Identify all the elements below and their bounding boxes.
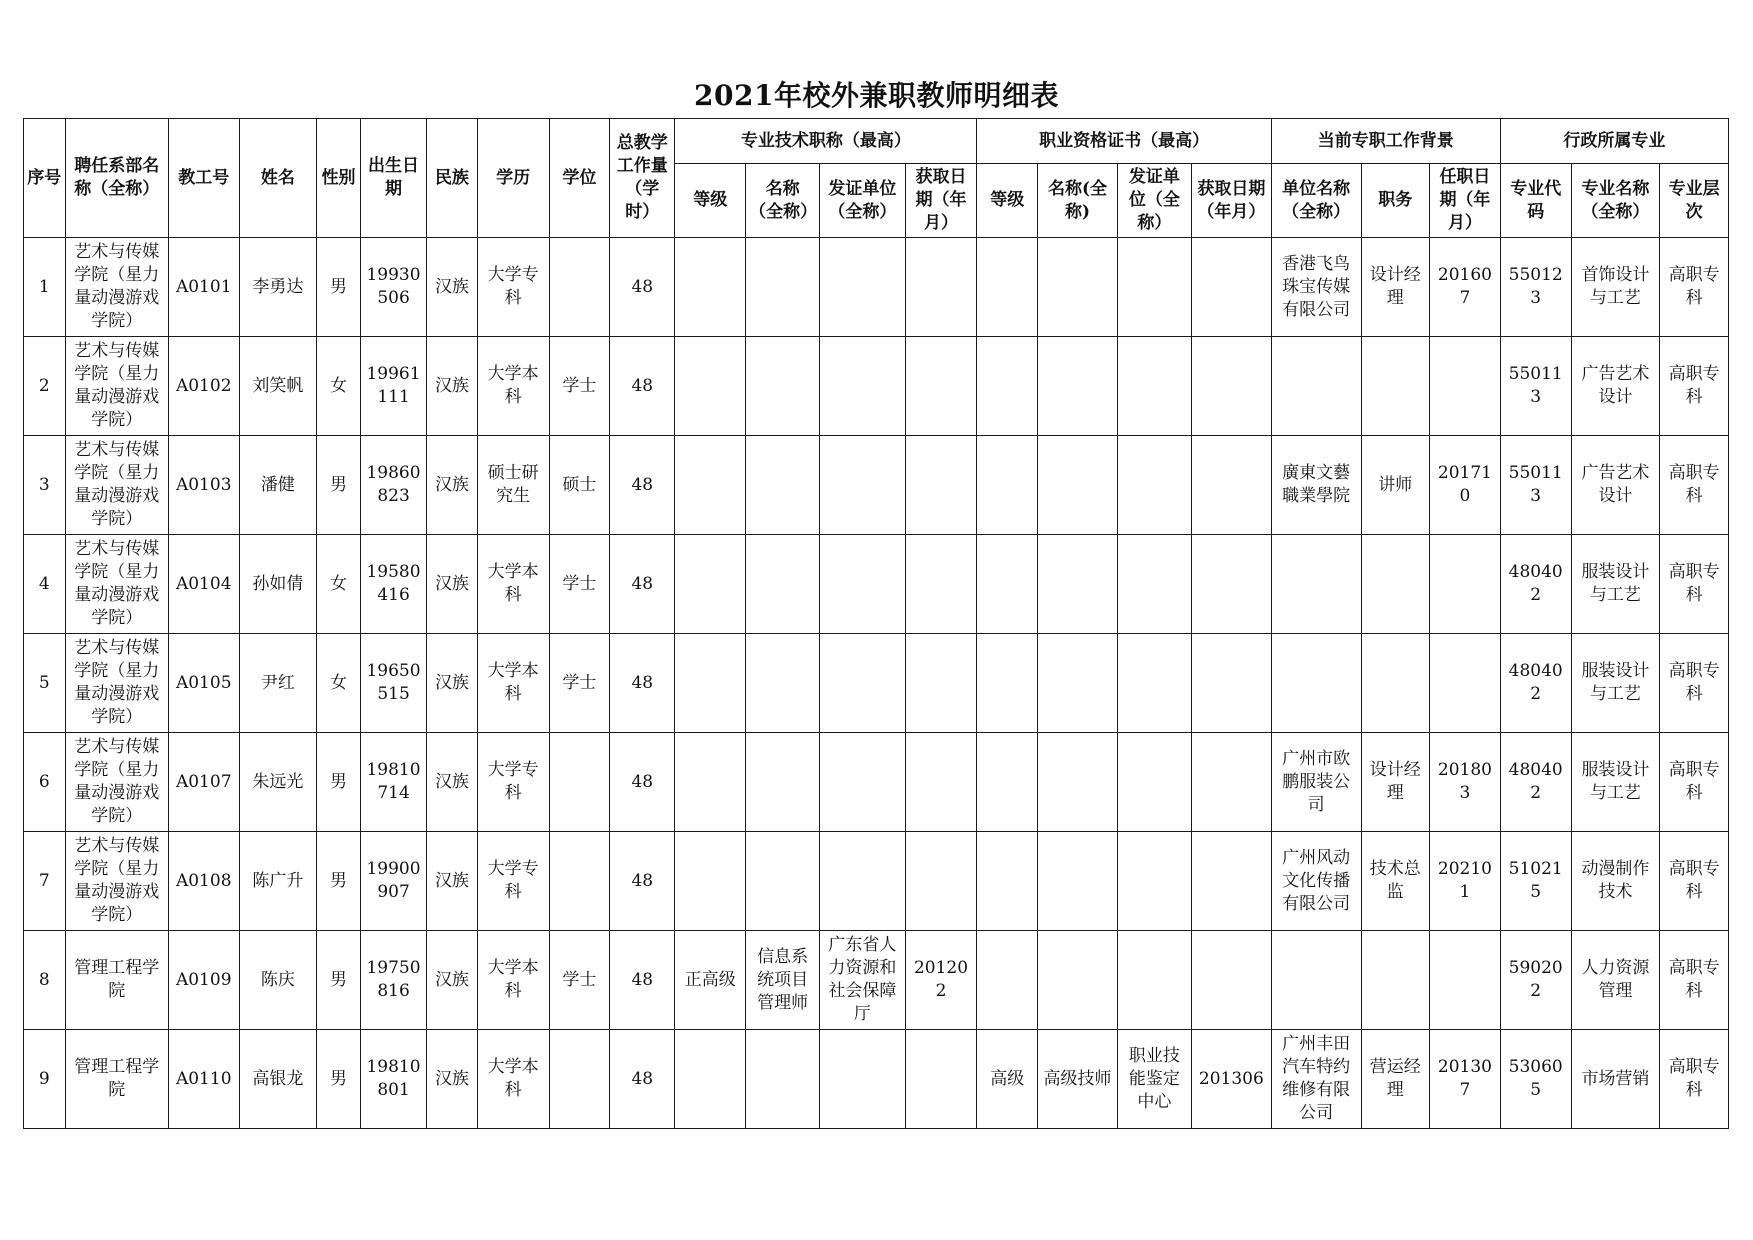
- cell-cert-name: [1038, 931, 1118, 1030]
- cell-major-name: 服装设计与工艺: [1571, 535, 1660, 634]
- cell-job-date: [1430, 634, 1501, 733]
- table-row: [24, 337, 1729, 436]
- cell-cert-name: [1038, 436, 1118, 535]
- cell-title-name: [746, 832, 820, 931]
- cell-dept: 艺术与传媒学院（星力量动漫游戏学院）: [65, 733, 168, 832]
- cell-birth: 19860823: [360, 436, 426, 535]
- cell-major-code: 550113: [1500, 337, 1571, 436]
- cell-gender: 男: [317, 436, 361, 535]
- cell-name: 陈庆: [239, 931, 316, 1030]
- header-job-unit: 单位名称（全称）: [1271, 164, 1361, 238]
- table-row: [24, 238, 1729, 337]
- cell-major-name: 首饰设计与工艺: [1571, 238, 1660, 337]
- cell-cert-level: [977, 634, 1038, 733]
- header-job-position: 职务: [1361, 164, 1430, 238]
- cell-cert-name: [1038, 535, 1118, 634]
- cell-cert-level: [977, 436, 1038, 535]
- cell-seq: 8: [24, 931, 66, 1030]
- cell-cert-level: [977, 337, 1038, 436]
- cell-cert-level: [977, 238, 1038, 337]
- cell-job-unit: 香港飞鸟珠宝传媒有限公司: [1271, 238, 1361, 337]
- cell-education: 大学本科: [477, 1030, 549, 1129]
- cell-name: 陈广升: [239, 832, 316, 931]
- cell-cert-name: [1038, 832, 1118, 931]
- cell-major-level: 高职专科: [1660, 832, 1729, 931]
- cell-gender: 男: [317, 733, 361, 832]
- cell-dept: 管理工程学院: [65, 931, 168, 1030]
- cell-major-code: 480402: [1500, 535, 1571, 634]
- cell-cert-level: 高级: [977, 1030, 1038, 1129]
- cell-cert-level: [977, 535, 1038, 634]
- cell-cert-issuer: [1117, 931, 1191, 1030]
- cell-ethnicity: 汉族: [427, 337, 478, 436]
- cell-job-unit: 广州风动文化传播有限公司: [1271, 832, 1361, 931]
- header-birth: 出生日期: [360, 119, 426, 238]
- cell-job-position: 营运经理: [1361, 1030, 1430, 1129]
- cell-workload: 48: [610, 733, 675, 832]
- cell-emp-id: A0110: [168, 1030, 239, 1129]
- cell-cert-level: [977, 733, 1038, 832]
- cell-job-position: 讲师: [1361, 436, 1430, 535]
- cell-gender: 女: [317, 337, 361, 436]
- cell-gender: 男: [317, 931, 361, 1030]
- cell-cert-name: [1038, 634, 1118, 733]
- cell-major-name: 服装设计与工艺: [1571, 733, 1660, 832]
- cell-name: 尹红: [239, 634, 316, 733]
- table-row: [24, 832, 1729, 931]
- cell-job-unit: [1271, 634, 1361, 733]
- cell-job-date: 201307: [1430, 1030, 1501, 1129]
- cell-degree: [549, 238, 610, 337]
- cell-dept: 艺术与传媒学院（星力量动漫游戏学院）: [65, 634, 168, 733]
- cell-title-level: [675, 535, 746, 634]
- header-cert-date: 获取日期（年月）: [1191, 164, 1271, 238]
- cell-gender: 男: [317, 832, 361, 931]
- cell-workload: 48: [610, 931, 675, 1030]
- cell-workload: 48: [610, 634, 675, 733]
- cell-name: 孙如倩: [239, 535, 316, 634]
- cell-birth: 19810714: [360, 733, 426, 832]
- cell-ethnicity: 汉族: [427, 931, 478, 1030]
- cell-ethnicity: 汉族: [427, 436, 478, 535]
- cell-emp-id: A0107: [168, 733, 239, 832]
- header-education: 学历: [477, 119, 549, 238]
- cell-title-level: [675, 733, 746, 832]
- cell-dept: 艺术与传媒学院（星力量动漫游戏学院）: [65, 535, 168, 634]
- cell-job-position: 设计经理: [1361, 238, 1430, 337]
- cell-title-date: [905, 337, 977, 436]
- table-row: [24, 1030, 1729, 1129]
- cell-degree: 学士: [549, 337, 610, 436]
- cell-birth: 19580416: [360, 535, 426, 634]
- header-major-name: 专业名称（全称）: [1571, 164, 1660, 238]
- cell-title-name: 信息系统项目管理师: [746, 931, 820, 1030]
- cell-education: 大学本科: [477, 535, 549, 634]
- cell-major-name: 服装设计与工艺: [1571, 634, 1660, 733]
- cell-title-issuer: [820, 1030, 905, 1129]
- header-title-name: 名称（全称）: [746, 164, 820, 238]
- cell-title-date: [905, 436, 977, 535]
- cell-cert-date: [1191, 832, 1271, 931]
- cell-cert-date: [1191, 634, 1271, 733]
- cell-cert-name: [1038, 337, 1118, 436]
- cell-degree: 学士: [549, 535, 610, 634]
- cell-emp-id: A0109: [168, 931, 239, 1030]
- cell-gender: 女: [317, 634, 361, 733]
- cell-title-level: [675, 1030, 746, 1129]
- cell-job-unit: 广州丰田汽车特约维修有限公司: [1271, 1030, 1361, 1129]
- cell-job-date: 201803: [1430, 733, 1501, 832]
- header-degree: 学位: [549, 119, 610, 238]
- cell-emp-id: A0102: [168, 337, 239, 436]
- cell-major-level: 高职专科: [1660, 634, 1729, 733]
- cell-ethnicity: 汉族: [427, 634, 478, 733]
- cell-cert-date: [1191, 238, 1271, 337]
- cell-major-level: 高职专科: [1660, 535, 1729, 634]
- cell-title-name: [746, 733, 820, 832]
- cell-major-name: 动漫制作技术: [1571, 832, 1660, 931]
- cell-job-date: [1430, 931, 1501, 1030]
- cell-major-code: 530605: [1500, 1030, 1571, 1129]
- cell-title-date: [905, 634, 977, 733]
- cell-ethnicity: 汉族: [427, 238, 478, 337]
- cell-title-issuer: [820, 337, 905, 436]
- cell-degree: [549, 1030, 610, 1129]
- cell-workload: 48: [610, 436, 675, 535]
- cell-cert-date: [1191, 535, 1271, 634]
- cell-name: 朱远光: [239, 733, 316, 832]
- cell-degree: [549, 832, 610, 931]
- cell-degree: 学士: [549, 931, 610, 1030]
- cell-birth: 19961111: [360, 337, 426, 436]
- cell-cert-name: 高级技师: [1038, 1030, 1118, 1129]
- cell-job-unit: [1271, 337, 1361, 436]
- cell-job-position: 设计经理: [1361, 733, 1430, 832]
- cell-education: 大学本科: [477, 931, 549, 1030]
- cell-name: 刘笑帆: [239, 337, 316, 436]
- cell-major-level: 高职专科: [1660, 337, 1729, 436]
- cell-major-name: 市场营销: [1571, 1030, 1660, 1129]
- table-body: [24, 238, 1729, 1129]
- document-title: 2021年校外兼职教师明细表: [694, 79, 1059, 112]
- cell-title-level: [675, 832, 746, 931]
- cell-birth: 19650515: [360, 634, 426, 733]
- cell-title-date: [905, 832, 977, 931]
- cell-job-unit: 廣東文藝職業學院: [1271, 436, 1361, 535]
- cell-job-unit: 广州市欧鹏服装公司: [1271, 733, 1361, 832]
- cell-major-code: 550113: [1500, 436, 1571, 535]
- header-group-cert: 职业资格证书（最高）: [977, 119, 1271, 164]
- cell-title-level: [675, 634, 746, 733]
- header-title-level: 等级: [675, 164, 746, 238]
- header-workload: 总教学工作量（学时）: [610, 119, 675, 238]
- cell-seq: 2: [24, 337, 66, 436]
- cell-title-level: [675, 337, 746, 436]
- cell-job-date: 201710: [1430, 436, 1501, 535]
- cell-job-position: [1361, 931, 1430, 1030]
- header-group-job: 当前专职工作背景: [1271, 119, 1500, 164]
- header-cert-name: 名称(全称): [1038, 164, 1118, 238]
- cell-seq: 4: [24, 535, 66, 634]
- cell-job-unit: [1271, 931, 1361, 1030]
- cell-job-date: 202101: [1430, 832, 1501, 931]
- cell-workload: 48: [610, 238, 675, 337]
- cell-title-date: [905, 1030, 977, 1129]
- header-group-major: 行政所属专业: [1500, 119, 1728, 164]
- cell-cert-issuer: [1117, 238, 1191, 337]
- cell-title-name: [746, 238, 820, 337]
- cell-major-code: 550123: [1500, 238, 1571, 337]
- header-job-date: 任职日期（年月）: [1430, 164, 1501, 238]
- cell-education: 硕士研究生: [477, 436, 549, 535]
- cell-title-issuer: [820, 238, 905, 337]
- header-title-date: 获取日期（年月）: [905, 164, 977, 238]
- header-dept: 聘任系部名称（全称）: [65, 119, 168, 238]
- cell-seq: 9: [24, 1030, 66, 1129]
- header-name: 姓名: [239, 119, 316, 238]
- cell-degree: 学士: [549, 634, 610, 733]
- cell-major-name: 人力资源管理: [1571, 931, 1660, 1030]
- cell-seq: 6: [24, 733, 66, 832]
- cell-title-date: [905, 238, 977, 337]
- cell-title-issuer: [820, 832, 905, 931]
- cell-job-position: [1361, 337, 1430, 436]
- cell-title-name: [746, 436, 820, 535]
- cell-gender: 男: [317, 238, 361, 337]
- cell-cert-date: 201306: [1191, 1030, 1271, 1129]
- cell-birth: 19750816: [360, 931, 426, 1030]
- cell-seq: 3: [24, 436, 66, 535]
- cell-title-name: [746, 337, 820, 436]
- cell-title-name: [746, 634, 820, 733]
- cell-education: 大学专科: [477, 832, 549, 931]
- cell-cert-date: [1191, 931, 1271, 1030]
- cell-title-date: 201202: [905, 931, 977, 1030]
- cell-job-date: [1430, 535, 1501, 634]
- cell-emp-id: A0101: [168, 238, 239, 337]
- cell-birth: 19930506: [360, 238, 426, 337]
- cell-dept: 艺术与传媒学院（星力量动漫游戏学院）: [65, 238, 168, 337]
- cell-seq: 5: [24, 634, 66, 733]
- table-row: [24, 634, 1729, 733]
- cell-cert-issuer: 职业技能鉴定中心: [1117, 1030, 1191, 1129]
- cell-emp-id: A0103: [168, 436, 239, 535]
- cell-gender: 男: [317, 1030, 361, 1129]
- header-major-level: 专业层次: [1660, 164, 1729, 238]
- header-ethnicity: 民族: [427, 119, 478, 238]
- cell-title-issuer: [820, 733, 905, 832]
- cell-cert-level: [977, 832, 1038, 931]
- cell-name: 高银龙: [239, 1030, 316, 1129]
- cell-name: 李勇达: [239, 238, 316, 337]
- header-title-issuer: 发证单位（全称）: [820, 164, 905, 238]
- cell-cert-level: [977, 931, 1038, 1030]
- cell-seq: 7: [24, 832, 66, 931]
- cell-emp-id: A0105: [168, 634, 239, 733]
- table-header: [24, 119, 1729, 238]
- cell-title-level: 正高级: [675, 931, 746, 1030]
- table-row: [24, 931, 1729, 1030]
- cell-degree: 硕士: [549, 436, 610, 535]
- cell-major-level: 高职专科: [1660, 436, 1729, 535]
- cell-workload: 48: [610, 535, 675, 634]
- cell-title-level: [675, 436, 746, 535]
- cell-job-date: 201607: [1430, 238, 1501, 337]
- header-emp-id: 教工号: [168, 119, 239, 238]
- header-group-title: 专业技术职称（最高）: [675, 119, 977, 164]
- cell-workload: 48: [610, 337, 675, 436]
- cell-education: 大学专科: [477, 238, 549, 337]
- cell-education: 大学专科: [477, 733, 549, 832]
- cell-dept: 管理工程学院: [65, 1030, 168, 1129]
- cell-birth: 19810801: [360, 1030, 426, 1129]
- teacher-table: [23, 118, 1729, 1129]
- cell-gender: 女: [317, 535, 361, 634]
- cell-job-unit: [1271, 535, 1361, 634]
- cell-title-date: [905, 535, 977, 634]
- cell-seq: 1: [24, 238, 66, 337]
- cell-title-issuer: 广东省人力资源和社会保障厅: [820, 931, 905, 1030]
- cell-job-position: [1361, 634, 1430, 733]
- cell-title-issuer: [820, 436, 905, 535]
- cell-name: 潘健: [239, 436, 316, 535]
- cell-cert-date: [1191, 733, 1271, 832]
- cell-dept: 艺术与传媒学院（星力量动漫游戏学院）: [65, 436, 168, 535]
- cell-ethnicity: 汉族: [427, 535, 478, 634]
- cell-cert-issuer: [1117, 337, 1191, 436]
- table-row: [24, 535, 1729, 634]
- cell-title-name: [746, 1030, 820, 1129]
- cell-title-issuer: [820, 535, 905, 634]
- cell-cert-name: [1038, 238, 1118, 337]
- table-row: [24, 733, 1729, 832]
- cell-title-date: [905, 733, 977, 832]
- cell-cert-issuer: [1117, 535, 1191, 634]
- cell-birth: 19900907: [360, 832, 426, 931]
- cell-major-code: 510215: [1500, 832, 1571, 931]
- cell-title-name: [746, 535, 820, 634]
- table-row: [24, 436, 1729, 535]
- cell-ethnicity: 汉族: [427, 733, 478, 832]
- cell-major-level: 高职专科: [1660, 1030, 1729, 1129]
- cell-title-level: [675, 238, 746, 337]
- header-cert-issuer: 发证单位（全称）: [1117, 164, 1191, 238]
- cell-major-code: 480402: [1500, 634, 1571, 733]
- cell-major-code: 590202: [1500, 931, 1571, 1030]
- cell-ethnicity: 汉族: [427, 1030, 478, 1129]
- cell-cert-date: [1191, 436, 1271, 535]
- cell-major-level: 高职专科: [1660, 931, 1729, 1030]
- cell-job-position: [1361, 535, 1430, 634]
- header-seq: 序号: [24, 119, 66, 238]
- cell-title-issuer: [820, 634, 905, 733]
- cell-cert-issuer: [1117, 634, 1191, 733]
- cell-dept: 艺术与传媒学院（星力量动漫游戏学院）: [65, 337, 168, 436]
- header-gender: 性别: [317, 119, 361, 238]
- cell-job-date: [1430, 337, 1501, 436]
- cell-major-name: 广告艺术设计: [1571, 436, 1660, 535]
- header-cert-level: 等级: [977, 164, 1038, 238]
- cell-dept: 艺术与传媒学院（星力量动漫游戏学院）: [65, 832, 168, 931]
- cell-major-code: 480402: [1500, 733, 1571, 832]
- cell-emp-id: A0104: [168, 535, 239, 634]
- cell-cert-issuer: [1117, 733, 1191, 832]
- cell-major-level: 高职专科: [1660, 238, 1729, 337]
- cell-education: 大学本科: [477, 634, 549, 733]
- cell-degree: [549, 733, 610, 832]
- cell-emp-id: A0108: [168, 832, 239, 931]
- header-major-code: 专业代码: [1500, 164, 1571, 238]
- cell-workload: 48: [610, 832, 675, 931]
- cell-education: 大学本科: [477, 337, 549, 436]
- cell-major-name: 广告艺术设计: [1571, 337, 1660, 436]
- cell-ethnicity: 汉族: [427, 832, 478, 931]
- cell-cert-date: [1191, 337, 1271, 436]
- cell-job-position: 技术总监: [1361, 832, 1430, 931]
- cell-cert-issuer: [1117, 832, 1191, 931]
- cell-workload: 48: [610, 1030, 675, 1129]
- cell-major-level: 高职专科: [1660, 733, 1729, 832]
- cell-cert-name: [1038, 733, 1118, 832]
- cell-cert-issuer: [1117, 436, 1191, 535]
